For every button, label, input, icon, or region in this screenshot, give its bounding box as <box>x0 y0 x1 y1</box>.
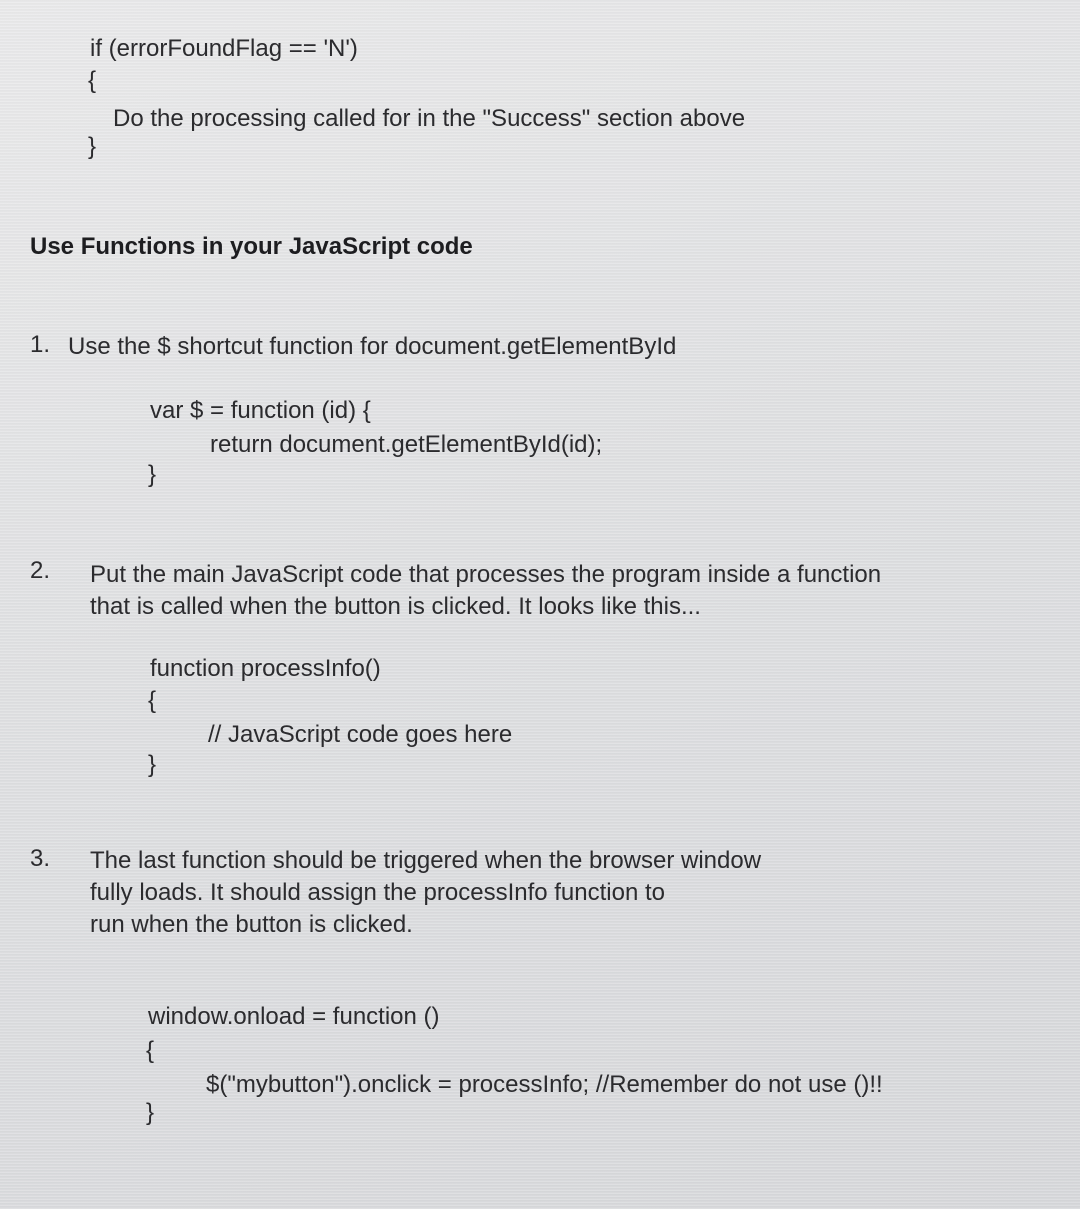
code-close-brace: } <box>88 133 97 160</box>
code-open-brace: { <box>88 67 97 94</box>
item3-code-body: $("mybutton").onclick = processInfo; //Remember do not use ()!! <box>206 1071 883 1098</box>
item2-code-open-brace: { <box>148 687 157 714</box>
item2-code-line1: function processInfo() <box>150 655 381 682</box>
item2-code-comment: // JavaScript code goes here <box>208 721 513 748</box>
item3-code-open-brace: { <box>146 1037 155 1064</box>
item1-code-line1: var $ = function (id) { <box>150 397 371 424</box>
item3-text-line1: The last function should be triggered when the browser window <box>90 847 762 874</box>
code-if-line: if (errorFoundFlag == 'N') <box>90 35 358 62</box>
item1-code-line2: return document.getElementById(id); <box>210 431 603 458</box>
item3-code-close-brace: } <box>146 1099 155 1126</box>
item2-text-line1: Put the main JavaScript code that processes the program inside a function <box>90 561 882 588</box>
item3-text-line3: run when the button is clicked. <box>90 911 413 938</box>
item3-number: 3. <box>30 845 51 872</box>
item2-text-line2: that is called when the button is clicked. It looks like this... <box>90 593 701 620</box>
item1-text: Use the $ shortcut function for document.getElementById <box>68 333 677 360</box>
section-heading: Use Functions in your JavaScript code <box>30 233 473 260</box>
code-body-line: Do the processing called for in the "Success" section above <box>113 105 746 132</box>
item1-number: 1. <box>30 331 51 358</box>
item3-code-line1: window.onload = function () <box>148 1003 440 1030</box>
item3-text-line2: fully loads. It should assign the processInfo function to <box>90 879 666 906</box>
item2-code-close-brace: } <box>148 751 157 778</box>
item2-number: 2. <box>30 557 51 584</box>
item1-code-line3: } <box>148 461 157 488</box>
